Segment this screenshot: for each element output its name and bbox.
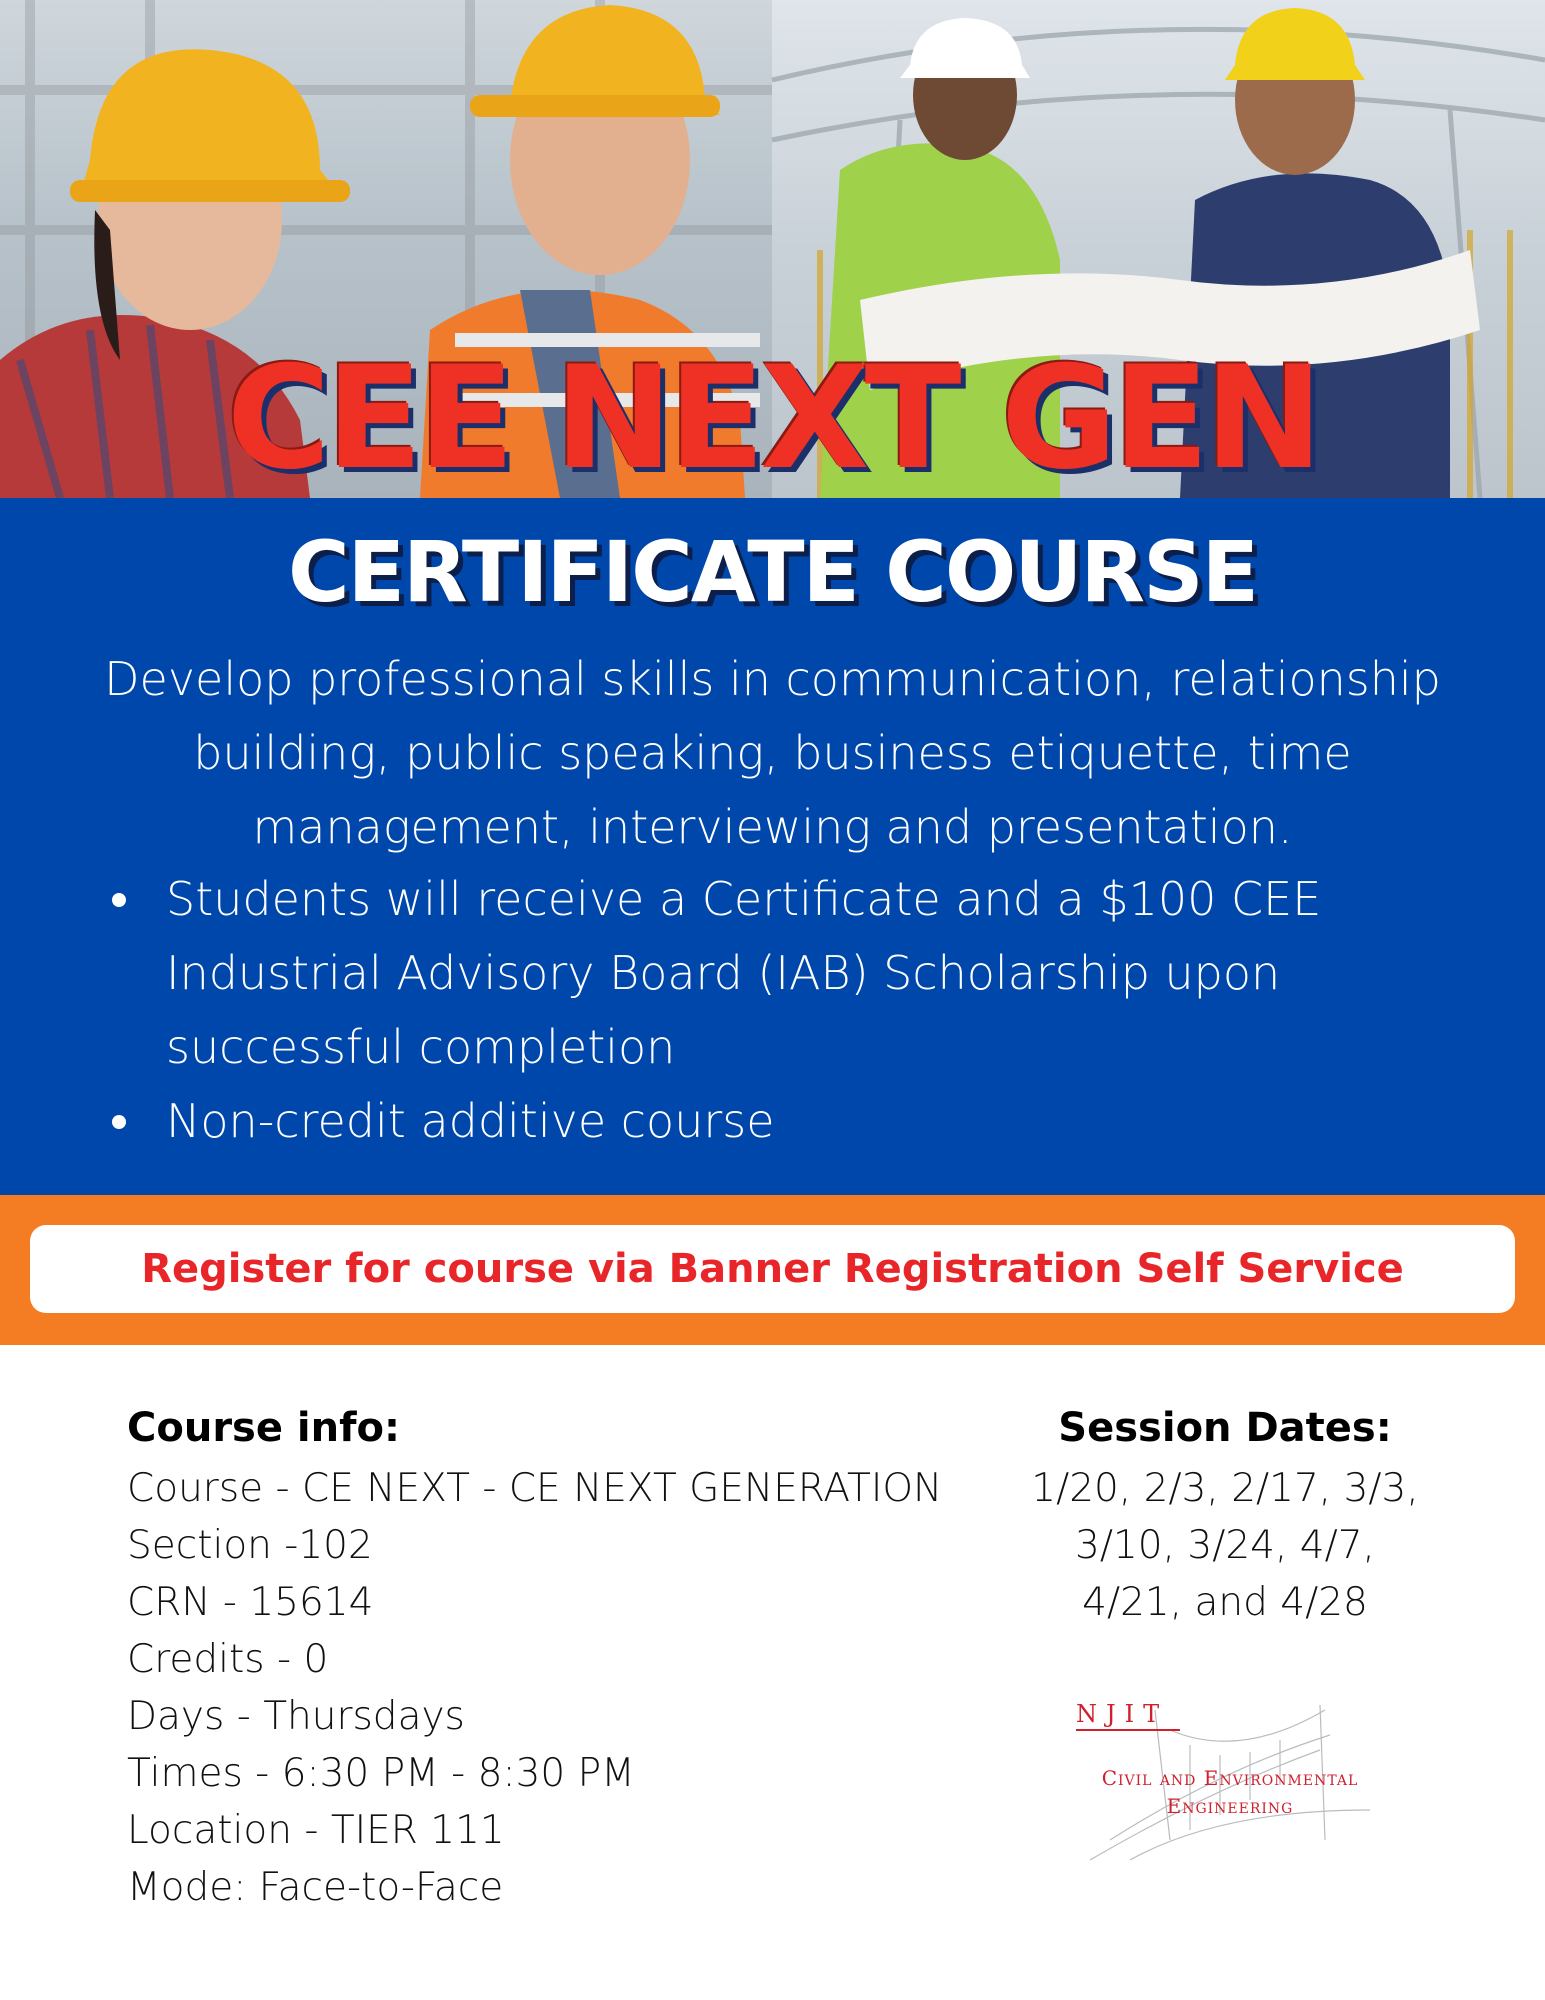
session-dates-line: 3/10, 3/24, 4/7,: [1075, 1523, 1375, 1568]
course-info-line: Credits - 0: [127, 1637, 329, 1682]
course-description: Develop professional skills in communication, relationship building, public speaking, business etiquette, time management, interviewing and presentation.: [104, 652, 1441, 854]
logo-wordmark: NJIT: [1076, 1700, 1169, 1728]
course-info-list: [127, 1460, 942, 1916]
session-dates-line: 1/20, 2/3, 2/17, 3/3,: [1031, 1466, 1419, 1511]
register-text: Register for course via Banner Registration Self Service: [141, 1246, 1404, 1292]
course-subtitle: CERTIFICATE COURSE: [287, 523, 1257, 621]
session-dates-heading: Session Dates:: [1058, 1405, 1392, 1451]
session-dates-line: 4/21, and 4/28: [1082, 1580, 1368, 1625]
benefit-item: [100, 1084, 1400, 1158]
logo-department: Engineering: [1166, 1794, 1294, 1818]
benefit-text: Students will receive a Certificate and a $100 CEE Industrial Advisory Board (IAB) Scholarship upon successful completion: [166, 872, 1322, 1074]
benefit-text: Non-credit additive course: [166, 1094, 775, 1148]
logo-department: Civil and Environmental: [1101, 1766, 1359, 1790]
register-callout: [30, 1225, 1515, 1313]
course-info-line: Location - TIER 111: [127, 1808, 505, 1853]
hero-banner: [0, 0, 1545, 498]
bullet-icon: [112, 1115, 126, 1129]
benefit-item: [100, 862, 1400, 1084]
session-dates: [1000, 1460, 1450, 1631]
course-info-line: Mode: Face-to-Face: [127, 1865, 504, 1910]
course-title: CEE NEXT GEN: [226, 336, 1319, 498]
course-info-heading: Course info:: [127, 1405, 400, 1451]
njit-logo: [1070, 1690, 1390, 1870]
course-info-line: Times - 6:30 PM - 8:30 PM: [127, 1751, 635, 1796]
course-info-line: Course - CE NEXT - CE NEXT GENERATION: [127, 1466, 943, 1511]
course-info-line: CRN - 15614: [127, 1580, 374, 1625]
benefits-list: [100, 862, 1400, 1158]
course-info-line: Days - Thursdays: [127, 1694, 465, 1739]
bullet-icon: [112, 893, 126, 907]
course-info-line: Section -102: [127, 1523, 373, 1568]
